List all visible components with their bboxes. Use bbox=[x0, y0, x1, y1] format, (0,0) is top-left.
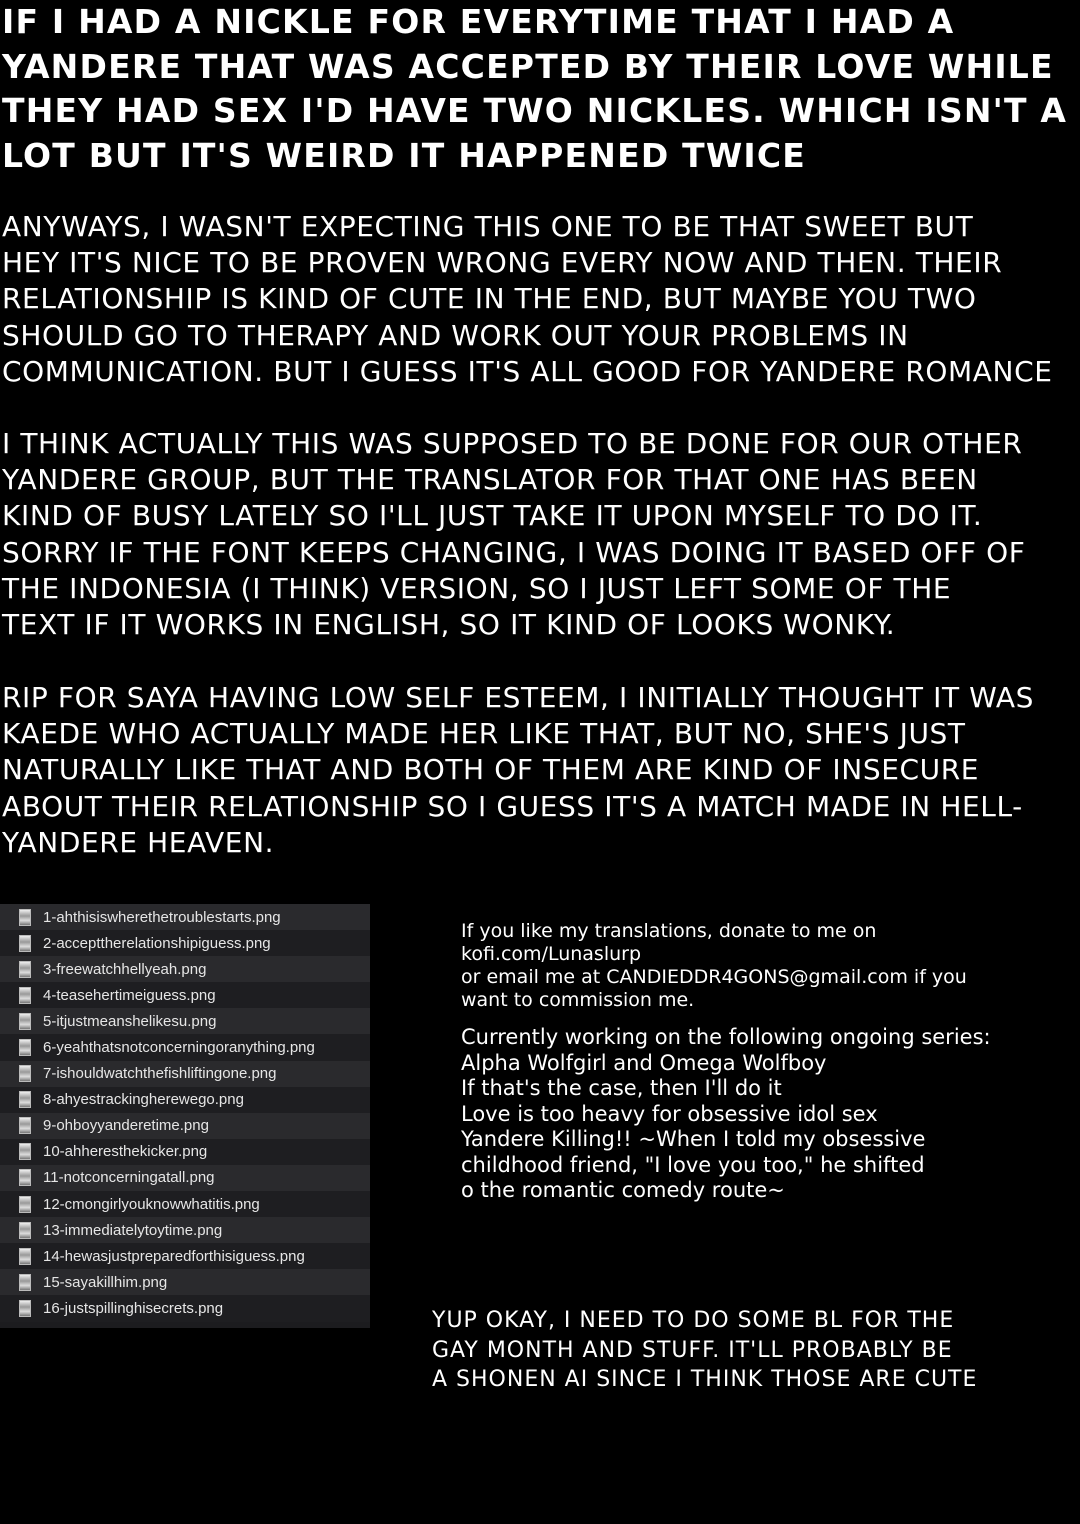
file-name: 8-ahyestrackingherewego.png bbox=[43, 1091, 244, 1109]
image-thumbnail-icon bbox=[19, 1117, 31, 1134]
file-name: 9-ohboyyanderetime.png bbox=[43, 1117, 209, 1135]
image-thumbnail-icon bbox=[19, 1300, 31, 1317]
image-thumbnail-icon bbox=[19, 1274, 31, 1291]
file-list-item[interactable] bbox=[0, 930, 370, 956]
file-list-item[interactable] bbox=[0, 1191, 370, 1217]
file-list-item[interactable] bbox=[0, 1087, 370, 1113]
file-name: 16-justspillinghisecrets.png bbox=[43, 1299, 224, 1317]
file-name: 13-immediatelytoytime.png bbox=[43, 1221, 223, 1239]
file-list-item[interactable] bbox=[0, 1113, 370, 1139]
image-thumbnail-icon bbox=[19, 1196, 31, 1213]
image-thumbnail-icon bbox=[19, 1039, 31, 1056]
file-list-item[interactable] bbox=[0, 1008, 370, 1034]
file-name: 1-ahthisiswherethetroublestarts.png bbox=[43, 908, 281, 926]
paragraph-group-note: I THINK ACTUALLY THIS WAS SUPPOSED TO BE DONE FOR OUR OTHER YANDERE GROUP, BUT THE TRANSLATOR FOR THAT ONE HAS BEEN KIND OF BUSY LATELY SO I'LL JUST TAKE IT UPON MYSELF TO DO IT. SORRY IF THE FONT KEEPS CHANGING, I WAS DOING IT BASED OFF OF THE INDONESIA (I THINK) VERSION, SO I JUST LEFT SOME OF THE TEXT IF IT WORKS IN ENGLISH, SO IT KIND OF LOOKS WONKY. bbox=[2, 427, 1026, 642]
file-list-item[interactable] bbox=[0, 1295, 370, 1321]
file-name: 7-ishouldwatchthefishliftingone.png bbox=[43, 1065, 277, 1083]
donate-text: If you like my translations, donate to me on kofi.com/Lunaslurp bbox=[461, 920, 877, 965]
file-name: 11-notconcerningatall.png bbox=[43, 1169, 215, 1187]
file-list-item[interactable] bbox=[0, 904, 370, 930]
file-name: 14-hewasjustpreparedforthisiguess.png bbox=[43, 1247, 305, 1265]
file-name: 6-yeahthatsnotconcerningoranything.png bbox=[43, 1039, 315, 1057]
series-item: Yandere Killing!! ~When I told my obsessive childhood friend, "I love you too," he shifted o the romantic comedy route~ bbox=[461, 1127, 926, 1202]
image-thumbnail-icon bbox=[19, 1248, 31, 1265]
file-list-item[interactable] bbox=[0, 1217, 370, 1243]
series-item: Love is too heavy for obsessive idol sex bbox=[461, 1101, 878, 1126]
image-thumbnail-icon bbox=[19, 909, 31, 926]
translator-note bbox=[461, 920, 1061, 1204]
file-name: 15-sayakillhim.png bbox=[43, 1273, 168, 1291]
file-list-item[interactable] bbox=[0, 1165, 370, 1191]
paragraph-anyways: ANYWAYS, I WASN'T EXPECTING THIS ONE TO BE THAT SWEET BUT HEY IT'S NICE TO BE PROVEN WRONG EVERY NOW AND THEN. THEIR RELATIONSHIP IS KIND OF CUTE IN THE END, BUT MAYBE YOU TWO SHOULD GO TO THERAPY AND WORK OUT YOUR PROBLEMS IN COMMUNICATION. BUT I GUESS IT'S ALL GOOD FOR YANDERE ROMANCE bbox=[2, 210, 1053, 388]
file-name: 3-freewatchhellyeah.png bbox=[43, 960, 207, 978]
image-thumbnail-icon bbox=[19, 1065, 31, 1082]
image-thumbnail-icon bbox=[19, 1091, 31, 1108]
file-list-item[interactable] bbox=[0, 1034, 370, 1060]
file-list-item[interactable] bbox=[0, 1243, 370, 1269]
file-list-item[interactable] bbox=[0, 1269, 370, 1295]
email-text: or email me at CANDIEDDR4GONS@gmail.com if you want to commission me. bbox=[461, 966, 967, 1011]
file-list-item[interactable] bbox=[0, 956, 370, 982]
paragraph-nickle: IF I HAD A NICKLE FOR EVERYTIME THAT I HAD A YANDERE THAT WAS ACCEPTED BY THEIR LOVE WHILE THEY HAD SEX I'D HAVE TWO NICKLES. WHICH ISN'T A LOT BUT IT'S WEIRD IT HAPPENED TWICE bbox=[2, 2, 1068, 175]
file-name: 4-teasehertimeiguess.png bbox=[43, 986, 216, 1004]
file-list-item[interactable] bbox=[0, 982, 370, 1008]
paragraph-saya: RIP FOR SAYA HAVING LOW SELF ESTEEM, I INITIALLY THOUGHT IT WAS KAEDE WHO ACTUALLY MADE HER LIKE THAT, BUT NO, SHE'S JUST NATURALLY LIKE THAT AND BOTH OF THEM ARE KIND OF INSECURE ABOUT THEIR RELATIONSHIP SO I GUESS IT'S A MATCH MADE IN HELL- YANDERE HEAVEN. bbox=[2, 681, 1035, 859]
series-item: If that's the case, then I'll do it bbox=[461, 1076, 782, 1100]
series-item: Alpha Wolfgirl and Omega Wolfboy bbox=[461, 1050, 827, 1075]
file-name: 10-ahheresthekicker.png bbox=[43, 1143, 208, 1161]
image-thumbnail-icon bbox=[19, 1169, 31, 1186]
file-name: 5-itjustmeanshelikesu.png bbox=[43, 1012, 217, 1030]
image-thumbnail-icon bbox=[19, 987, 31, 1004]
image-thumbnail-icon bbox=[19, 1013, 31, 1030]
image-thumbnail-icon bbox=[19, 961, 31, 978]
file-list-item[interactable] bbox=[0, 1061, 370, 1087]
image-thumbnail-icon bbox=[19, 935, 31, 952]
file-list bbox=[0, 904, 370, 1328]
file-list-item[interactable] bbox=[0, 1139, 370, 1165]
file-name: 2-accepttherelationshipiguess.png bbox=[43, 934, 271, 952]
image-thumbnail-icon bbox=[19, 1143, 31, 1160]
file-name: 12-cmongirlyouknowwhatitis.png bbox=[43, 1195, 260, 1213]
series-heading: Currently working on the following ongoing series: bbox=[461, 1025, 991, 1049]
footer-note: YUP OKAY, I NEED TO DO SOME BL FOR THE GAY MONTH AND STUFF. IT'LL PROBABLY BE A SHONEN AI SINCE I THINK THOSE ARE CUTE bbox=[432, 1308, 978, 1392]
image-thumbnail-icon bbox=[19, 1222, 31, 1239]
